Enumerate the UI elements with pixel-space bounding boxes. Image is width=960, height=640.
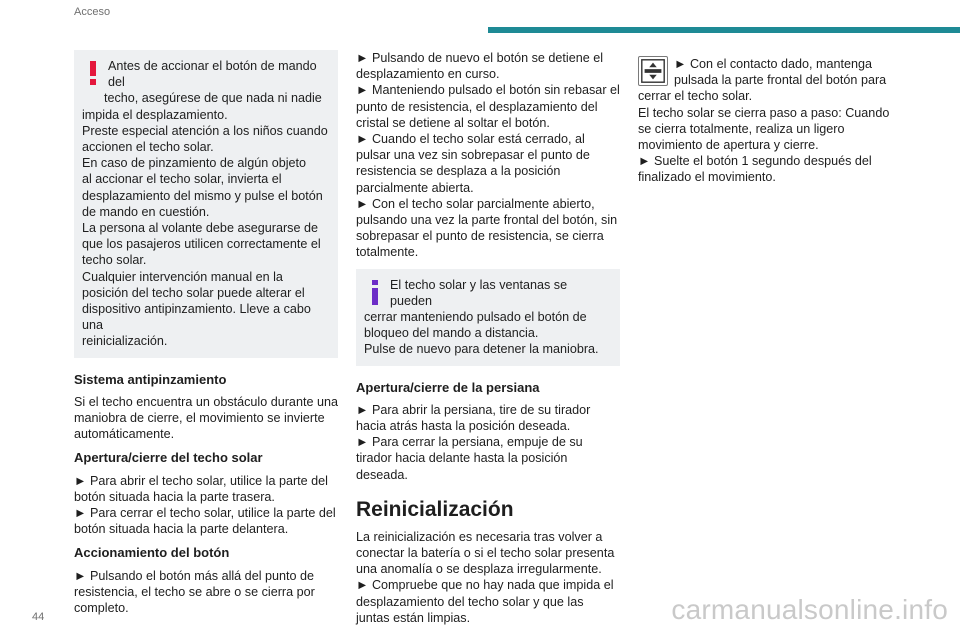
warning-line: techo solar. xyxy=(82,253,147,268)
warning-line: posición del techo solar puede alterar el xyxy=(82,285,305,300)
open-close-step: ► Para abrir el techo solar, utilice la parte del botón situada hacia la parte trasera. xyxy=(74,473,328,504)
warning-line: accionen el techo solar. xyxy=(82,140,214,155)
warning-line: En caso de pinzamiento de algún objeto xyxy=(82,156,307,171)
header-accent-bar xyxy=(488,27,960,33)
step: ► Cuando el techo solar está cerrado, al pulsar una vez sin sobrepasar el punto de resistencia se desplaza a la posición parcialmente abierta. xyxy=(356,132,590,195)
blind-step: ► Para abrir la persiana, tire de su tirador hacia atrás hasta la posición deseada. xyxy=(356,402,591,434)
warning-line: desplazamiento del mismo y pulse el botón xyxy=(82,188,323,203)
reset-text: La reinicialización es necesaria tras volver a conectar la batería o si el techo solar presenta una anomalía o se desplaza irregularmente. xyxy=(356,529,615,577)
page-number: 44 xyxy=(32,611,45,623)
antipinch-text: Si el techo encuentra un obstáculo durante una maniobra de cierre, el movimiento se invierte automáticamente. xyxy=(74,394,338,442)
info-icon xyxy=(364,277,386,307)
warning-line: impida el desplazamiento. xyxy=(82,107,228,122)
warning-line: La persona al volante debe asegurarse de xyxy=(82,221,318,236)
step: ► Pulsando de nuevo el botón se detiene el desplazamiento en curso. xyxy=(356,51,604,82)
warning-line: de mando en cuestión. xyxy=(82,204,210,219)
section-label: Acceso xyxy=(74,6,111,18)
warning-line: Preste especial atención a los niños cuando xyxy=(82,123,328,138)
warning-line: dispositivo antipinzamiento. Lleve a cabo una xyxy=(82,302,311,333)
warning-line: techo, asegúrese de que nada ni nadie xyxy=(104,91,322,106)
heading-open-close: Apertura/cierre del techo solar xyxy=(74,450,263,466)
warning-line: Cualquier intervención manual en la xyxy=(82,269,283,284)
heading-blind: Apertura/cierre de la persiana xyxy=(356,379,540,395)
heading-antipinch: Sistema antipinzamiento xyxy=(74,371,227,387)
blind-step: ► Para cerrar la persiana, empuje de su tirador hacia delante hasta la posición deseada. xyxy=(356,435,583,482)
button-step: ► Pulsando el botón más allá del punto de resistencia, el techo se abre o se cierra por completo. xyxy=(74,568,315,616)
step-by-step-text: El techo solar se cierra paso a paso: Cuando se cierra totalmente, realiza un ligero movimiento de apertura y cierre. xyxy=(638,105,890,153)
warning-line: reinicialización. xyxy=(82,334,168,349)
warning-line: al accionar el techo solar, invierta el xyxy=(82,172,282,187)
step: ► Manteniendo pulsado el botón sin rebasar el punto de resistencia, el desplazamiento del cristal se detiene al soltar el botón. xyxy=(356,83,620,130)
warning-box xyxy=(74,50,338,358)
exclamation-icon xyxy=(82,58,104,88)
open-close-step: ► Para cerrar el techo solar, utilice la parte del botón situada hacia la parte delantera. xyxy=(74,506,336,537)
step: ► Con el techo solar parcialmente abierto, pulsando una vez la parte frontal del botón, sin sobrepasar el punto de resistencia, se cierra totalmente. xyxy=(356,196,618,260)
release-step: ► Suelte el botón 1 segundo después del finalizado el movimiento. xyxy=(638,154,872,185)
info-line: bloqueo del mando a distancia. xyxy=(364,326,539,341)
close-step-line: cerrar el techo solar. xyxy=(638,89,753,104)
column-middle xyxy=(356,50,620,626)
info-line: El techo solar y las ventanas se pueden xyxy=(390,277,568,308)
close-step-line: pulsada la parte frontal del botón para xyxy=(674,73,887,88)
close-step-line: ► Con el contacto dado, mantenga xyxy=(674,57,873,71)
reset-step: ► Compruebe que no hay nada que impida el desplazamiento del techo solar y que las juntas están limpias. xyxy=(356,578,614,625)
watermark: carmanualsonline.info xyxy=(671,594,948,625)
heading-button: Accionamiento del botón xyxy=(74,545,230,561)
warning-line: Antes de accionar el botón de mando del xyxy=(108,59,317,90)
column-left xyxy=(74,50,338,616)
column-right xyxy=(638,50,902,186)
heading-reset: Reinicialización xyxy=(356,497,514,521)
warning-line: que los pasajeros utilicen correctamente el xyxy=(82,237,321,252)
info-line: Pulse de nuevo para detener la maniobra. xyxy=(364,342,599,357)
info-line: cerrar manteniendo pulsado el botón de xyxy=(364,310,587,325)
sunroof-button-icon xyxy=(638,56,668,86)
info-box xyxy=(356,269,620,366)
